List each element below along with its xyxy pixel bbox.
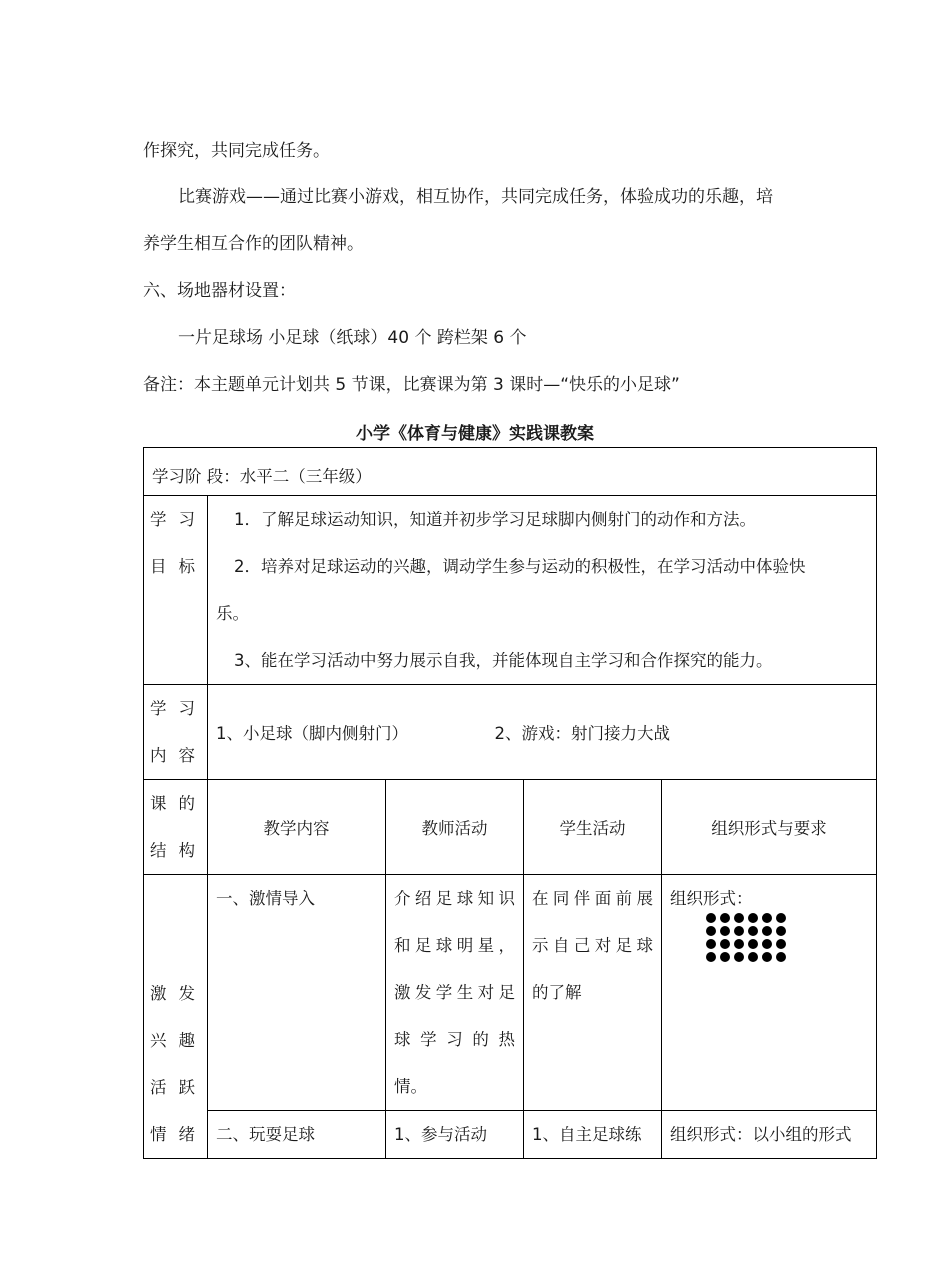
phase-label: 激发 兴趣 活跃 情绪 [144, 875, 208, 1159]
goal-1: 1．了解足球运动知识，知道并初步学习足球脚内侧射门的动作和方法。 [234, 510, 756, 529]
header-student-activity: 学生活动 [524, 780, 662, 875]
goal-2: 2．培养对足球运动的兴趣，调动学生参与运动的积极性，在学习活动中体验快 [234, 557, 806, 576]
org-label: 组织形式： [670, 889, 753, 908]
section-six-heading: 六、场地器材设置： [143, 281, 296, 301]
phase-1-student: 在同伴面前展 示自己对足球 的了解 [524, 875, 662, 1111]
header-teacher-activity: 教师活动 [386, 780, 524, 875]
goal-3: 3、能在学习活动中努力展示自我，并能体现自主学习和合作探究的能力。 [234, 651, 773, 670]
intro-line-1: 作探究，共同完成任务。 [143, 141, 330, 161]
phase-row-1 [144, 875, 877, 1111]
stage-row [144, 448, 877, 496]
content-row [144, 685, 877, 780]
phase-1-content: 一、激情导入 [208, 875, 386, 1111]
header-organization: 组织形式与要求 [662, 780, 877, 875]
header-teaching-content: 教学内容 [208, 780, 386, 875]
intro-line-2: 比赛游戏——通过比赛小游戏，相互协作，共同完成任务，体验成功的乐趣，培 [178, 187, 773, 207]
phase-1-organization [662, 875, 877, 1111]
lesson-title: 小学《体育与健康》实践课教案 [356, 424, 594, 444]
stage-text: 学习阶 段：水平二（三年级） [152, 467, 372, 486]
phase-2-content: 二、玩耍足球 [208, 1111, 386, 1159]
content-label: 学习 内容 [144, 685, 208, 780]
content-items [208, 685, 877, 780]
intro-line-3: 养学生相互合作的团队精神。 [143, 234, 364, 254]
goal-2-continued: 乐。 [216, 604, 249, 623]
goals-list [208, 496, 877, 685]
phase-2-organization: 组织形式：以小组的形式 [662, 1111, 877, 1159]
structure-label: 课的 结构 [144, 780, 208, 875]
phase-1-teacher: 介绍足球知识 和足球明星， 激发学生对足 球学习的热 情。 [386, 875, 524, 1111]
phase-2-student: 1、自主足球练 [524, 1111, 662, 1159]
goals-row [144, 496, 877, 685]
lesson-plan-table [143, 447, 877, 1159]
equipment-line: 一片足球场 小足球（纸球）40 个 跨栏架 6 个 [178, 328, 527, 348]
content-item-2: 2、游戏：射门接力大战 [494, 724, 670, 743]
content-item-1: 1、小足球（脚内侧射门） [216, 724, 408, 743]
phase-row-2 [144, 1111, 877, 1159]
formation-diagram [706, 913, 868, 962]
phase-2-teacher: 1、参与活动 [386, 1111, 524, 1159]
structure-header-row [144, 780, 877, 875]
note-line: 备注：本主题单元计划共 5 节课，比赛课为第 3 课时—“快乐的小足球” [143, 375, 680, 395]
goals-label: 学习 目标 [144, 496, 208, 685]
